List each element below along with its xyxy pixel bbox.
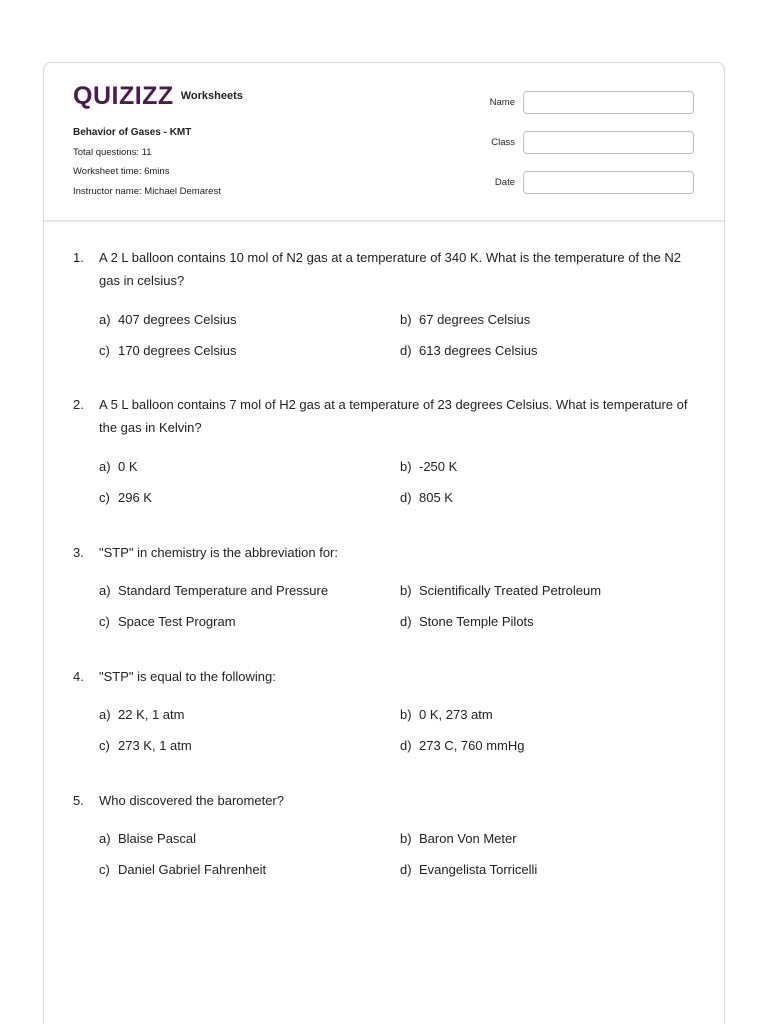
option-a: a) Blaise Pascal: [99, 831, 197, 846]
option-d: d) 273 C, 760 mmHg: [400, 738, 525, 753]
question-text: A 2 L balloon contains 10 mol of N2 gas at a temperature of 340 K. What is the temperature of the N2 gas in celsius?: [99, 250, 681, 288]
worksheet-title: Behavior of Gases - KMT: [73, 127, 192, 138]
worksheet-time: Worksheet time: 6mins: [73, 166, 170, 177]
option-a: a) Standard Temperature and Pressure: [99, 583, 329, 598]
class-label: Class: [491, 137, 515, 148]
option-c: c) 170 degrees Celsius: [99, 343, 237, 358]
total-questions: Total questions: 11: [73, 147, 152, 158]
option-d: d) Stone Temple Pilots: [400, 614, 534, 629]
question-text: "STP" is equal to the following:: [99, 669, 276, 684]
quizizz-logo: QUIZIZZ: [73, 82, 174, 110]
option-a: a) 0 K: [99, 459, 138, 474]
date-label: Date: [494, 177, 515, 188]
option-b: b) Scientifically Treated Petroleum: [400, 583, 602, 598]
question-text: "STP" in chemistry is the abbreviation for:: [99, 545, 338, 560]
option-c: c) Space Test Program: [99, 614, 236, 629]
option-d: d) Evangelista Torricelli: [400, 862, 538, 877]
instructor-name: Instructor name: Michael Demarest: [73, 186, 221, 197]
logo-subtitle: Worksheets: [180, 89, 243, 102]
question-number: 4.: [73, 669, 84, 684]
worksheet-header: [44, 63, 724, 222]
question-number: 2.: [73, 397, 84, 412]
question-text: Who discovered the barometer?: [99, 793, 284, 808]
date-field[interactable]: [523, 171, 694, 194]
option-b: b) 67 degrees Celsius: [400, 312, 531, 327]
name-field[interactable]: [523, 91, 694, 114]
option-c: c) Daniel Gabriel Fahrenheit: [99, 862, 267, 877]
name-label: Name: [489, 97, 515, 108]
option-a: a) 22 K, 1 atm: [99, 707, 185, 722]
question-text: A 5 L balloon contains 7 mol of H2 gas at a temperature of 23 degrees Celsius. What is temperature of the gas in Kelvin?: [99, 397, 688, 435]
option-d: d) 805 K: [400, 490, 453, 505]
option-b: b) Baron Von Meter: [400, 831, 517, 846]
question-number: 1.: [73, 250, 84, 265]
brand: [73, 84, 243, 109]
option-d: d) 613 degrees Celsius: [400, 343, 538, 358]
option-b: b) -250 K: [400, 459, 458, 474]
question-number: 5.: [73, 793, 84, 808]
question-number: 3.: [73, 545, 84, 560]
option-a: a) 407 degrees Celsius: [99, 312, 237, 327]
option-c: c) 296 K: [99, 490, 152, 505]
option-c: c) 273 K, 1 atm: [99, 738, 192, 753]
option-b: b) 0 K, 273 atm: [400, 707, 493, 722]
class-field[interactable]: [523, 131, 694, 154]
